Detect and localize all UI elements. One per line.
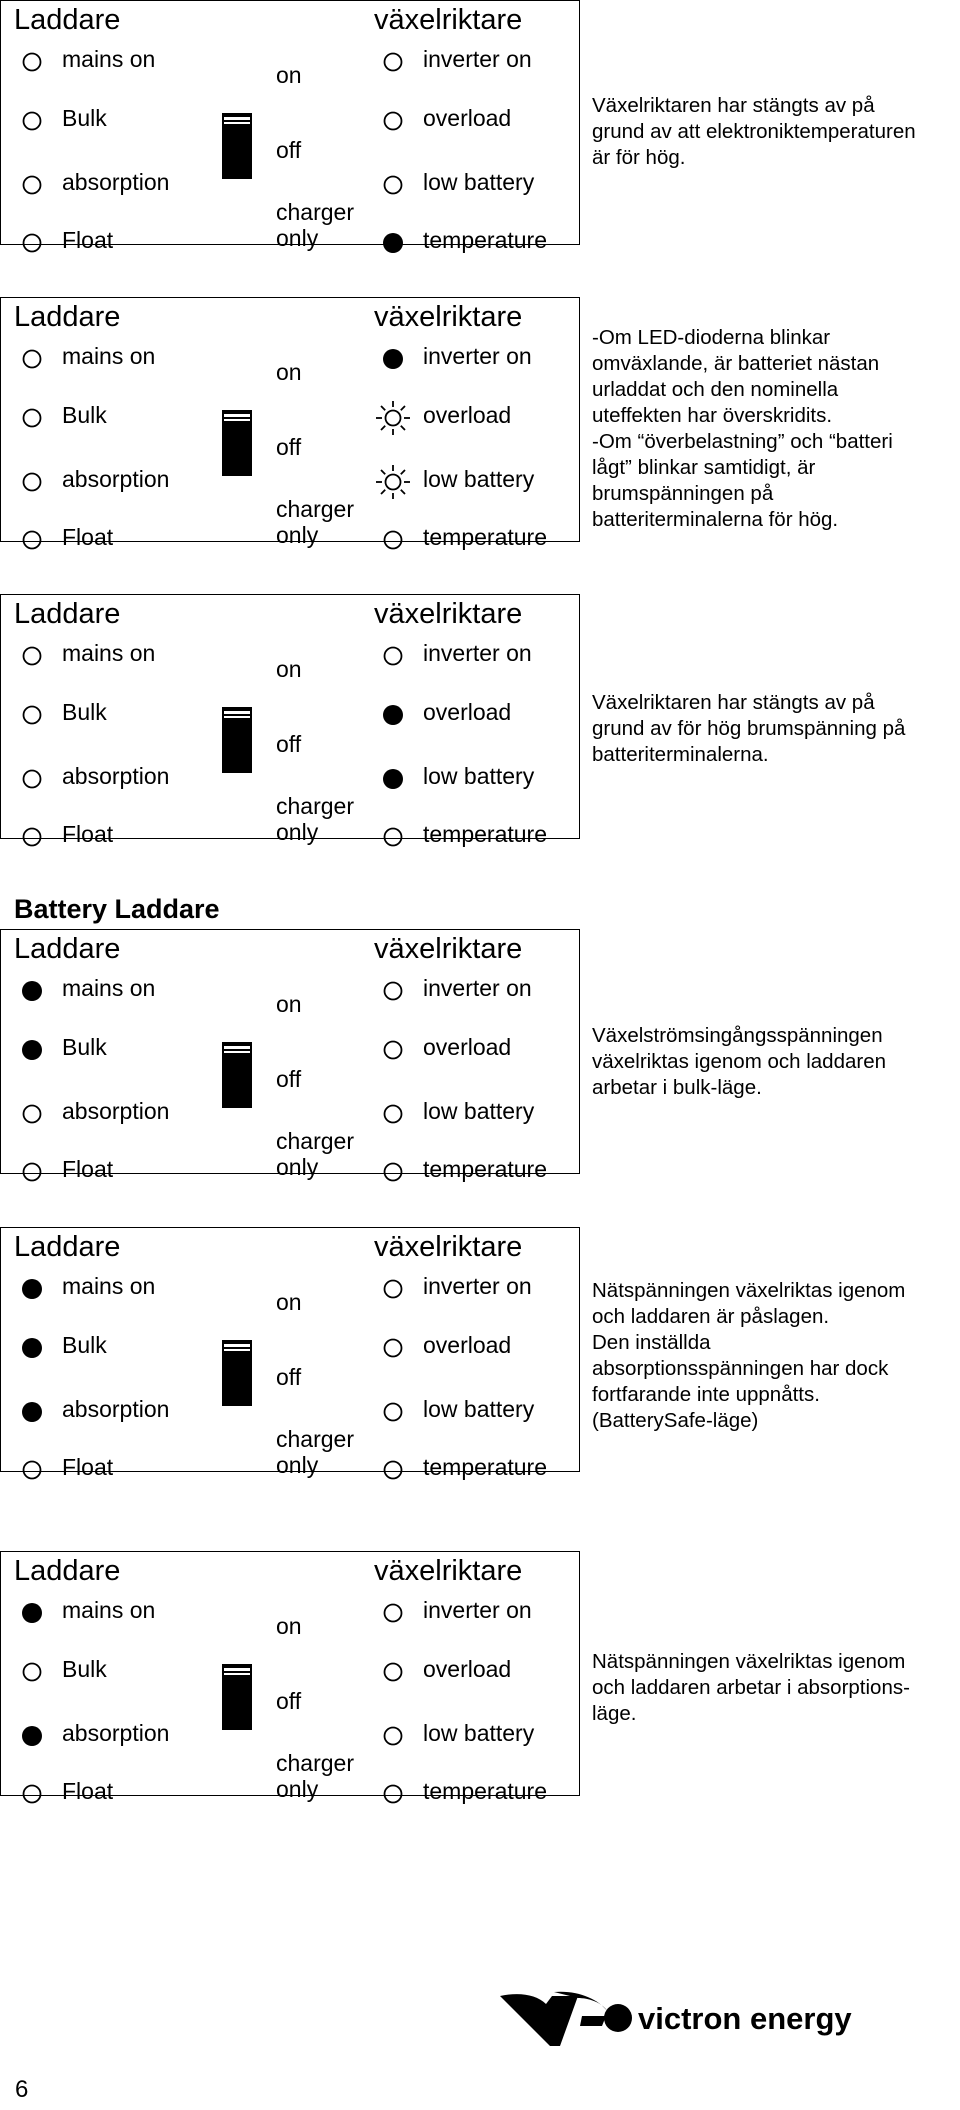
description-line: Nätspänningen växelriktas igenom <box>592 1279 906 1302</box>
page-number: 6 <box>15 2076 29 2103</box>
description-line: och laddaren är påslagen. <box>592 1305 830 1328</box>
switch-on-label: on <box>276 1289 302 1315</box>
description-line: Växelriktaren har stängts av på <box>592 691 875 714</box>
indicator-label: temperature <box>423 524 548 550</box>
inverter-header: växelriktare <box>374 4 523 36</box>
charger-header: Laddare <box>14 4 121 36</box>
indicator-label: Bulk <box>62 699 107 725</box>
switch-on-label: on <box>276 1613 302 1639</box>
switch-only-label: only <box>276 819 319 845</box>
led-blink-icon <box>373 398 413 438</box>
description-line: batteriterminalerna. <box>592 743 769 766</box>
led-off-icon <box>12 1152 52 1192</box>
indicator-label: overload <box>423 1034 512 1060</box>
led-off-icon <box>373 817 413 857</box>
led-off-icon <box>12 1450 52 1490</box>
section-heading: Battery Laddare <box>14 894 220 924</box>
indicator-label: Float <box>62 1156 114 1182</box>
indicator-label: Float <box>62 227 114 253</box>
indicator-label: Bulk <box>62 1656 107 1682</box>
indicator-label: temperature <box>423 1156 548 1182</box>
panel-description <box>592 1278 960 1434</box>
charger-header: Laddare <box>14 1555 121 1587</box>
led-on-icon <box>373 695 413 735</box>
indicator-label: low battery <box>423 1396 535 1422</box>
led-off-icon <box>373 1094 413 1134</box>
rocker-switch-icon <box>222 707 252 773</box>
switch-off-label: off <box>276 1688 302 1714</box>
led-off-icon <box>373 1593 413 1633</box>
led-off-icon <box>12 1652 52 1692</box>
rocker-switch-icon <box>222 410 252 476</box>
switch-off-label: off <box>276 1066 302 1092</box>
led-off-icon <box>12 165 52 205</box>
indicator-label: inverter on <box>423 1273 532 1299</box>
led-off-icon <box>373 1269 413 1309</box>
indicator-label: temperature <box>423 1454 548 1480</box>
indicator-label: overload <box>423 402 512 428</box>
led-off-icon <box>12 636 52 676</box>
led-off-icon <box>373 636 413 676</box>
switch-on-label: on <box>276 656 302 682</box>
indicator-label: overload <box>423 699 512 725</box>
indicator-label: absorption <box>62 1720 170 1746</box>
switch-on-label: on <box>276 359 302 385</box>
led-off-icon <box>12 101 52 141</box>
led-off-icon <box>373 1774 413 1814</box>
description-line: Den inställda <box>592 1331 711 1354</box>
indicator-label: inverter on <box>423 975 532 1001</box>
description-line: -Om “överbelastning” och “batteri <box>592 430 893 453</box>
indicator-label: mains on <box>62 1597 156 1623</box>
switch-only-label: only <box>276 1452 319 1478</box>
inverter-header: växelriktare <box>374 1231 523 1263</box>
inverter-header: växelriktare <box>374 598 523 630</box>
rocker-switch-icon <box>222 113 252 179</box>
switch-charger-label: charger <box>276 199 354 225</box>
indicator-label: mains on <box>62 975 156 1001</box>
led-off-icon <box>373 1652 413 1692</box>
indicator-label: low battery <box>423 1098 535 1124</box>
led-off-icon <box>373 1392 413 1432</box>
indicator-label: inverter on <box>423 46 532 72</box>
led-off-icon <box>12 817 52 857</box>
led-on-icon <box>12 1030 52 1070</box>
description-line: och laddaren arbetar i absorptions- <box>592 1676 910 1699</box>
switch-off-label: off <box>276 731 302 757</box>
switch-only-label: only <box>276 1776 319 1802</box>
led-on-icon <box>12 971 52 1011</box>
description-line: Växelströmsingångsspänningen <box>592 1024 883 1047</box>
led-panel <box>0 1551 581 1804</box>
led-off-icon <box>12 223 52 263</box>
panel-description <box>592 1649 960 1727</box>
indicator-label: Float <box>62 1454 114 1480</box>
indicator-label: inverter on <box>423 1597 532 1623</box>
led-panel <box>0 1227 581 1480</box>
led-off-icon <box>12 462 52 502</box>
description-line: arbetar i bulk-läge. <box>592 1076 762 1099</box>
inverter-header: växelriktare <box>374 1555 523 1587</box>
indicator-label: Bulk <box>62 1034 107 1060</box>
led-off-icon <box>12 520 52 560</box>
description-line: (BatterySafe-läge) <box>592 1409 759 1432</box>
switch-charger-label: charger <box>276 1750 354 1776</box>
led-off-icon <box>373 1328 413 1368</box>
led-on-icon <box>12 1392 52 1432</box>
led-off-icon <box>373 971 413 1011</box>
switch-off-label: off <box>276 1364 302 1390</box>
panel-description <box>592 325 960 533</box>
led-off-icon <box>373 520 413 560</box>
indicator-label: temperature <box>423 227 548 253</box>
led-off-icon <box>373 1152 413 1192</box>
rocker-switch-icon <box>222 1664 252 1730</box>
led-on-icon <box>373 759 413 799</box>
panel-description <box>592 1023 960 1101</box>
indicator-label: overload <box>423 1656 512 1682</box>
description-line: lågt” blinkar samtidigt, är <box>592 456 816 479</box>
indicator-label: temperature <box>423 821 548 847</box>
led-on-icon <box>12 1328 52 1368</box>
switch-charger-label: charger <box>276 1426 354 1452</box>
led-off-icon <box>12 1094 52 1134</box>
led-panel <box>0 0 581 253</box>
description-line: urladdat och den nominella <box>592 378 839 401</box>
description-line: Nätspänningen växelriktas igenom <box>592 1650 906 1673</box>
description-line: läge. <box>592 1702 637 1725</box>
led-on-icon <box>12 1269 52 1309</box>
indicator-label: low battery <box>423 169 535 195</box>
led-off-icon <box>373 165 413 205</box>
led-off-icon <box>373 1450 413 1490</box>
switch-off-label: off <box>276 137 302 163</box>
inverter-header: växelriktare <box>374 301 523 333</box>
indicator-label: absorption <box>62 169 170 195</box>
switch-only-label: only <box>276 1154 319 1180</box>
indicator-label: low battery <box>423 1720 535 1746</box>
led-off-icon <box>12 1774 52 1814</box>
led-off-icon <box>373 42 413 82</box>
description-line: uteffekten har överskridits. <box>592 404 833 427</box>
indicator-label: absorption <box>62 466 170 492</box>
switch-on-label: on <box>276 991 302 1017</box>
description-line: är för hög. <box>592 146 686 169</box>
indicator-label: Bulk <box>62 105 107 131</box>
indicator-label: temperature <box>423 1778 548 1804</box>
switch-only-label: only <box>276 522 319 548</box>
description-line: fortfarande inte uppnåtts. <box>592 1383 820 1406</box>
led-off-icon <box>373 1030 413 1070</box>
indicator-label: absorption <box>62 763 170 789</box>
led-off-icon <box>12 398 52 438</box>
indicator-label: low battery <box>423 466 535 492</box>
inverter-header: växelriktare <box>374 933 523 965</box>
led-off-icon <box>12 339 52 379</box>
description-line: omväxlande, är batteriet nästan <box>592 352 880 375</box>
victron-energy-logo <box>498 1986 888 2052</box>
description-line: grund av för hög brumspänning på <box>592 717 906 740</box>
led-off-icon <box>373 1716 413 1756</box>
led-blink-icon <box>373 462 413 502</box>
indicator-label: Float <box>62 821 114 847</box>
description-line: brumspänningen på <box>592 482 774 505</box>
logo-wordmark: victron energy <box>638 2001 852 2036</box>
indicator-label: overload <box>423 105 512 131</box>
panel-description <box>592 93 960 171</box>
led-panel <box>0 297 581 550</box>
led-panel <box>0 929 581 1182</box>
charger-header: Laddare <box>14 1231 121 1263</box>
led-off-icon <box>373 101 413 141</box>
led-on-icon <box>12 1716 52 1756</box>
switch-off-label: off <box>276 434 302 460</box>
indicator-label: Float <box>62 1778 114 1804</box>
indicator-label: overload <box>423 1332 512 1358</box>
switch-on-label: on <box>276 62 302 88</box>
led-off-icon <box>12 42 52 82</box>
indicator-label: inverter on <box>423 640 532 666</box>
indicator-label: inverter on <box>423 343 532 369</box>
switch-charger-label: charger <box>276 1128 354 1154</box>
description-line: grund av att elektroniktemperaturen <box>592 120 916 143</box>
rocker-switch-icon <box>222 1340 252 1406</box>
switch-charger-label: charger <box>276 793 354 819</box>
indicator-label: low battery <box>423 763 535 789</box>
charger-header: Laddare <box>14 598 121 630</box>
indicator-label: mains on <box>62 1273 156 1299</box>
led-on-icon <box>12 1593 52 1633</box>
led-panel <box>0 594 581 847</box>
indicator-label: mains on <box>62 343 156 369</box>
led-on-icon <box>373 339 413 379</box>
indicator-label: absorption <box>62 1396 170 1422</box>
indicator-label: mains on <box>62 46 156 72</box>
switch-only-label: only <box>276 225 319 251</box>
indicator-label: absorption <box>62 1098 170 1124</box>
charger-header: Laddare <box>14 301 121 333</box>
rocker-switch-icon <box>222 1042 252 1108</box>
led-off-icon <box>12 695 52 735</box>
indicator-label: Float <box>62 524 114 550</box>
description-line: växelriktas igenom och laddaren <box>592 1050 886 1073</box>
indicator-label: Bulk <box>62 402 107 428</box>
switch-charger-label: charger <box>276 496 354 522</box>
description-line: absorptionsspänningen har dock <box>592 1357 889 1380</box>
charger-header: Laddare <box>14 933 121 965</box>
description-line: batteriterminalerna för hög. <box>592 508 839 531</box>
description-line: Växelriktaren har stängts av på <box>592 94 875 117</box>
panel-description <box>592 690 960 768</box>
led-off-icon <box>12 759 52 799</box>
indicator-label: mains on <box>62 640 156 666</box>
indicator-label: Bulk <box>62 1332 107 1358</box>
led-on-icon <box>373 223 413 263</box>
description-line: -Om LED-dioderna blinkar <box>592 326 831 349</box>
